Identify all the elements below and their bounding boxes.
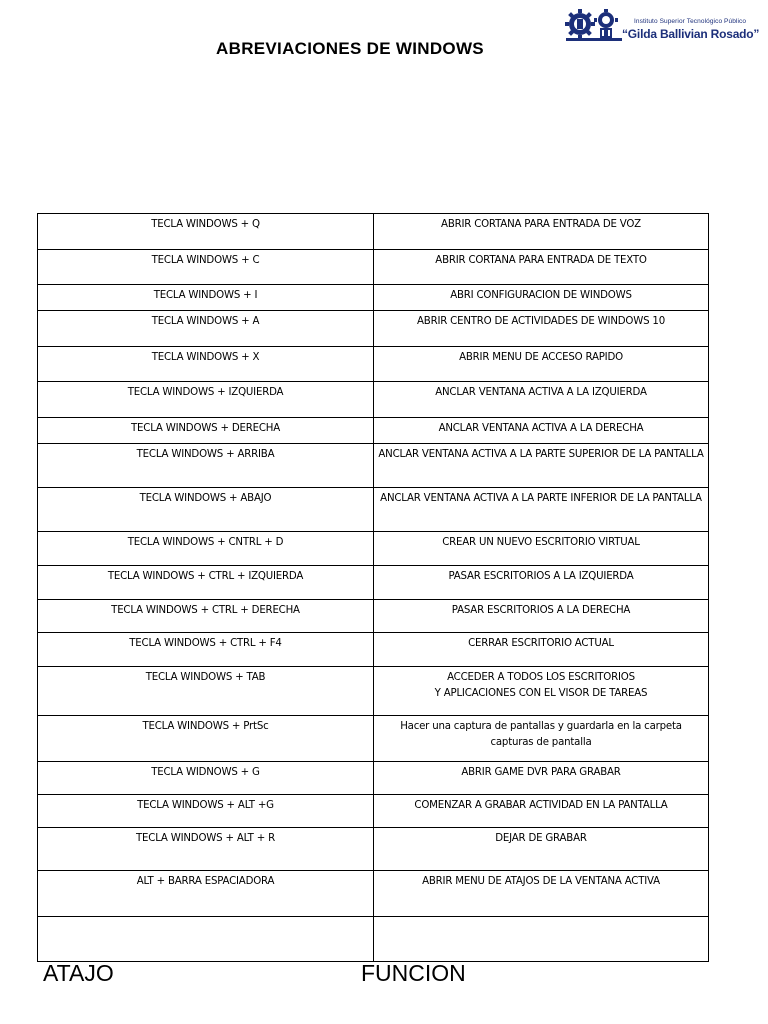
function-cell: ABRIR CENTRO DE ACTIVIDADES DE WINDOWS 10 <box>374 311 709 347</box>
shortcut-cell: TECLA WINDOWS + PrtSc <box>38 716 374 762</box>
function-cell: ABRIR MENU DE ACCESO RAPIDO <box>374 347 709 382</box>
function-cell: ABRIR GAME DVR PARA GRABAR <box>374 762 709 795</box>
logo-institute-line: Instituto Superior Tecnológico Público <box>634 18 747 25</box>
shortcut-cell: ALT + BARRA ESPACIADORA <box>38 871 374 917</box>
shortcut-cell: TECLA WIDNOWS + G <box>38 762 374 795</box>
shortcut-cell: TECLA WINDOWS + ALT + R <box>38 828 374 871</box>
shortcut-cell: TECLA WINDOWS + CNTRL + D <box>38 532 374 566</box>
shortcut-cell: TECLA WINDOWS + X <box>38 347 374 382</box>
function-cell: ACCEDER A TODOS LOS ESCRITORIOS Y APLICACIONES CON EL VISOR DE TAREAS <box>374 667 709 716</box>
function-cell: ANCLAR VENTANA ACTIVA A LA PARTE SUPERIOR DE LA PANTALLA <box>374 444 709 488</box>
shortcut-cell: TECLA WINDOWS + CTRL + F4 <box>38 633 374 667</box>
column-label-function: FUNCION <box>361 960 466 986</box>
column-label-shortcut: ATAJO <box>43 960 114 986</box>
shortcut-cell <box>38 917 374 962</box>
table-row <box>38 716 709 762</box>
table-row <box>38 285 709 311</box>
table-row <box>38 418 709 444</box>
table-row <box>38 382 709 418</box>
function-cell: ABRIR MENU DE ATAJOS DE LA VENTANA ACTIVA <box>374 871 709 917</box>
table-row <box>38 214 709 250</box>
function-cell: ABRI CONFIGURACION DE WINDOWS <box>374 285 709 311</box>
shortcut-cell: TECLA WINDOWS + ALT +G <box>38 795 374 828</box>
table-row <box>38 762 709 795</box>
table-row <box>38 444 709 488</box>
function-cell: ANCLAR VENTANA ACTIVA A LA DERECHA <box>374 418 709 444</box>
shortcut-cell: TECLA WINDOWS + C <box>38 250 374 285</box>
function-cell: ANCLAR VENTANA ACTIVA A LA IZQUIERDA <box>374 382 709 418</box>
shortcut-cell: TECLA WINDOWS + ARRIBA <box>38 444 374 488</box>
shortcuts-table-body <box>38 214 709 962</box>
function-cell: Hacer una captura de pantallas y guardarla en la carpeta capturas de pantalla <box>374 716 709 762</box>
function-cell: DEJAR DE GRABAR <box>374 828 709 871</box>
table-row <box>38 311 709 347</box>
shortcut-cell: TECLA WINDOWS + DERECHA <box>38 418 374 444</box>
table-row <box>38 917 709 962</box>
page-title: ABREVIACIONES DE WINDOWS <box>216 39 484 58</box>
function-cell: ABRIR CORTANA PARA ENTRADA DE VOZ <box>374 214 709 250</box>
table-row <box>38 795 709 828</box>
shortcut-cell: TECLA WINDOWS + TAB <box>38 667 374 716</box>
function-cell: CREAR UN NUEVO ESCRITORIO VIRTUAL <box>374 532 709 566</box>
function-cell: CERRAR ESCRITORIO ACTUAL <box>374 633 709 667</box>
table-row <box>38 633 709 667</box>
table-row <box>38 600 709 633</box>
function-cell <box>374 917 709 962</box>
function-cell: COMENZAR A GRABAR ACTIVIDAD EN LA PANTALLA <box>374 795 709 828</box>
table-row <box>38 347 709 382</box>
table-row <box>38 871 709 917</box>
shortcut-cell: TECLA WINDOWS + A <box>38 311 374 347</box>
shortcut-cell: TECLA WINDOWS + ABAJO <box>38 488 374 532</box>
table-row <box>38 532 709 566</box>
shortcut-cell: TECLA WINDOWS + IZQUIERDA <box>38 382 374 418</box>
table-row <box>38 250 709 285</box>
function-cell: ANCLAR VENTANA ACTIVA A LA PARTE INFERIOR DE LA PANTALLA <box>374 488 709 532</box>
shortcut-cell: TECLA WINDOWS + CTRL + DERECHA <box>38 600 374 633</box>
function-cell: ABRIR CORTANA PARA ENTRADA DE TEXTO <box>374 250 709 285</box>
shortcut-cell: TECLA WINDOWS + CTRL + IZQUIERDA <box>38 566 374 600</box>
shortcut-cell: TECLA WINDOWS + I <box>38 285 374 311</box>
table-row <box>38 667 709 716</box>
logo-institute-name: “Gilda Ballivian Rosado” <box>622 27 760 41</box>
function-cell: PASAR ESCRITORIOS A LA IZQUIERDA <box>374 566 709 600</box>
table-row <box>38 566 709 600</box>
table-row <box>38 488 709 532</box>
shortcuts-table <box>37 213 709 962</box>
shortcut-cell: TECLA WINDOWS + Q <box>38 214 374 250</box>
table-row <box>38 828 709 871</box>
function-cell: PASAR ESCRITORIOS A LA DERECHA <box>374 600 709 633</box>
